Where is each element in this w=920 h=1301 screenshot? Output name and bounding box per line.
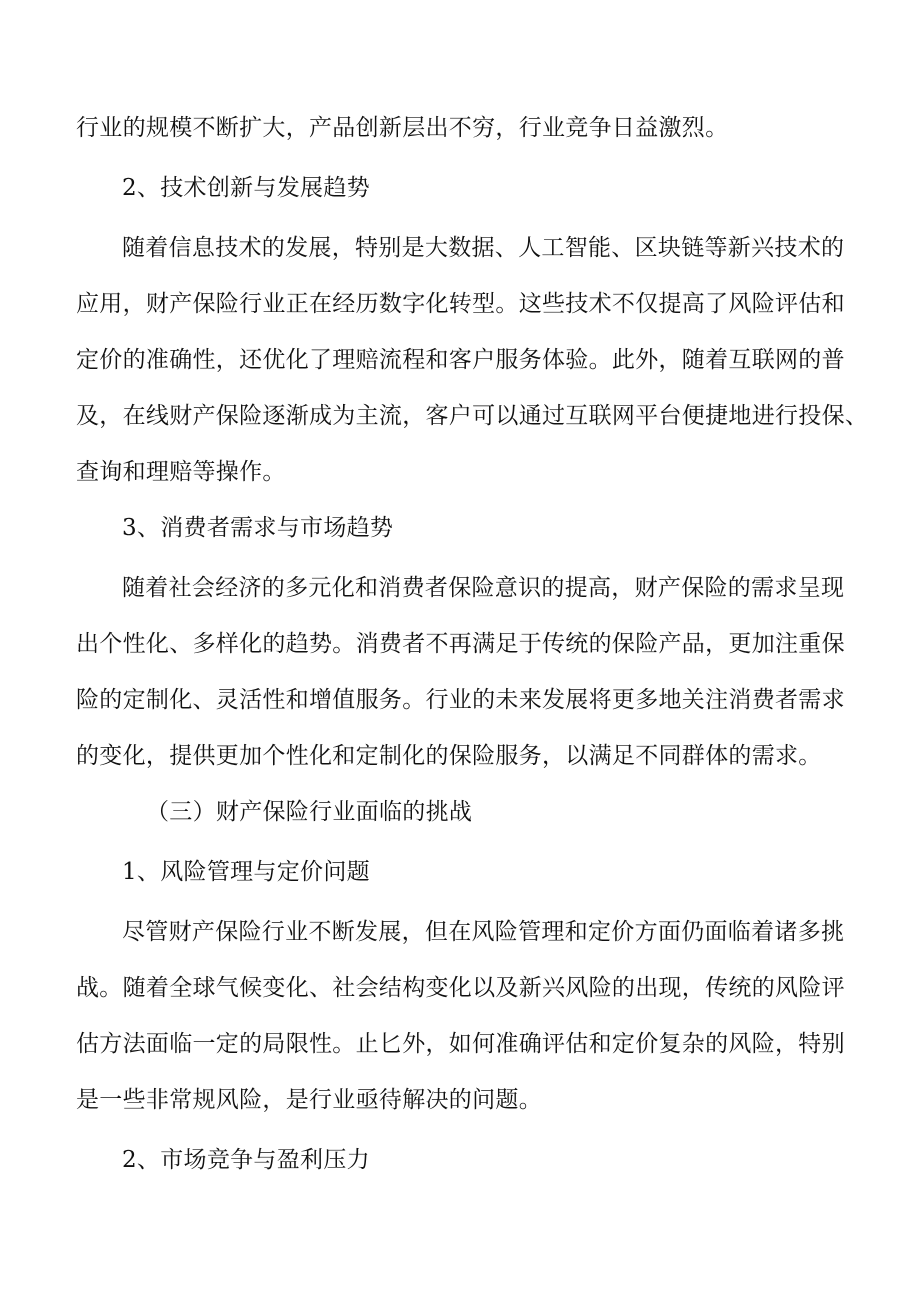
heading-risk-management: 1、风险管理与定价问题 [122, 859, 370, 885]
paragraph-line: 查询和理赔等操作。 [76, 459, 286, 485]
paragraph-line: 及，在线财产保险逐渐成为主流，客户可以通过互联网平台便捷地进行投保、 [76, 403, 869, 429]
paragraph-line: 随着社会经济的多元化和消费者保险意识的提高，财产保险的需求呈现 [122, 575, 845, 601]
section-heading-challenges: （三）财产保险行业面临的挑战 [146, 799, 473, 825]
paragraph-line: 的变化，提供更加个性化和定制化的保险服务，以满足不同群体的需求。 [76, 743, 822, 769]
paragraph-line: 出个性化、多样化的趋势。消费者不再满足于传统的保险产品，更加注重保 [76, 631, 845, 657]
paragraph-line: 随着信息技术的发展，特别是大数据、人工智能、区块链等新兴技术的 [122, 235, 845, 261]
paragraph-line: 估方法面临一定的局限性。止匕外，如何准确评估和定价复杂的风险，特别 [76, 1031, 845, 1057]
paragraph-line: 是一些非常规风险，是行业亟待解决的问题。 [76, 1087, 542, 1113]
heading-market-competition: 2、市场竞争与盈利压力 [122, 1147, 370, 1173]
paragraph-line: 定价的准确性，还优化了理赔流程和客户服务体验。此外，随着互联网的普 [76, 347, 845, 373]
paragraph-line: 尽管财产保险行业不断发展，但在风险管理和定价方面仍面临着诸多挑 [122, 919, 845, 945]
paragraph-line: 险的定制化、灵活性和增值服务。行业的未来发展将更多地关注消费者需求 [76, 687, 845, 713]
paragraph-line: 应用，财产保险行业正在经历数字化转型。这些技术不仅提高了风险评估和 [76, 291, 845, 317]
paragraph-line: 战。随着全球气候变化、社会结构变化以及新兴风险的出现，传统的风险评 [76, 975, 845, 1001]
heading-technology-innovation: 2、技术创新与发展趋势 [122, 175, 370, 201]
paragraph-line: 行业的规模不断扩大，产品创新层出不穷，行业竞争日益激烈。 [76, 115, 729, 141]
heading-consumer-demand: 3、消费者需求与市场趋势 [122, 515, 394, 541]
